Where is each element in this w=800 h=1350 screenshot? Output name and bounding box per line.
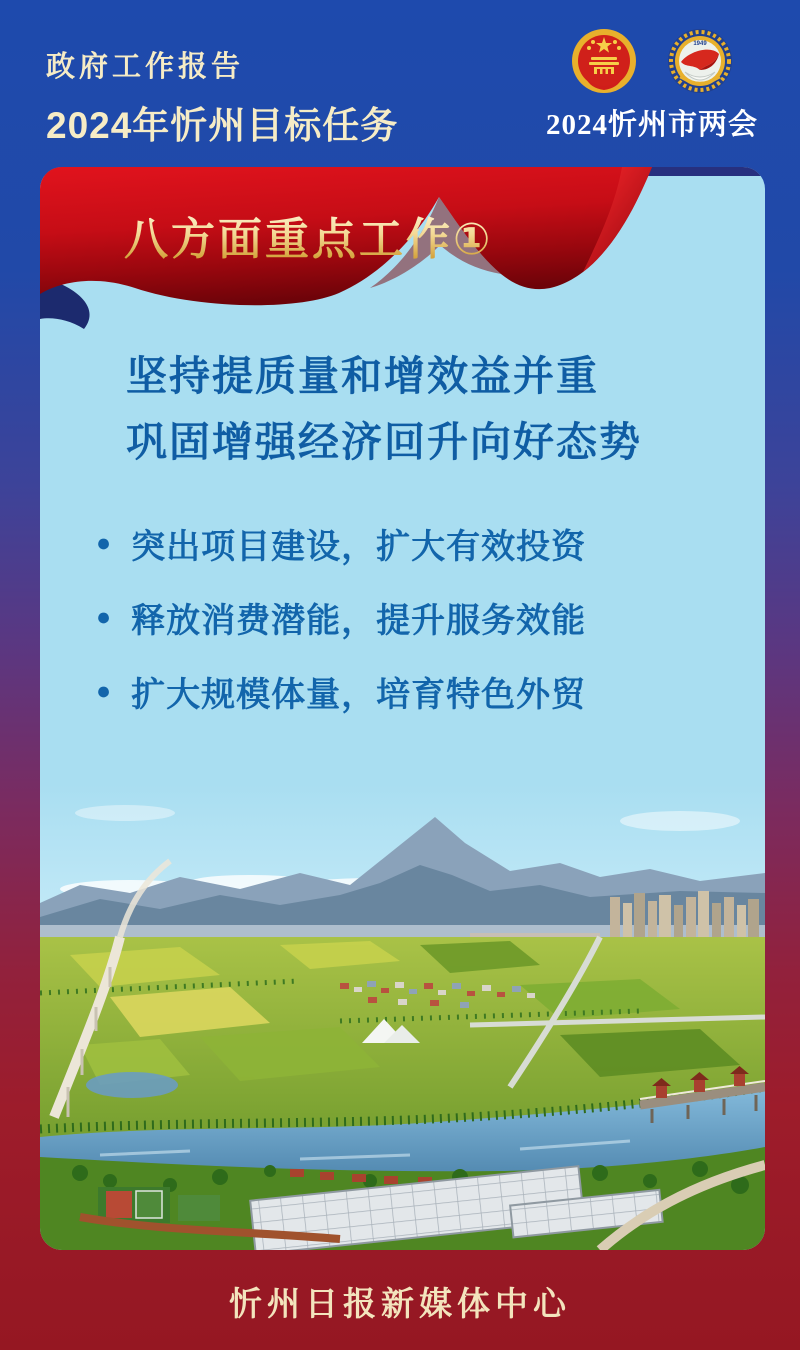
headline-line2: 巩固增强经济回升向好态势	[126, 419, 642, 465]
bullet-icon: ●	[96, 603, 112, 631]
list-item	[96, 593, 586, 642]
report-kicker: 政府工作报告	[46, 51, 245, 83]
page-title: 2024年忻州目标任务	[46, 105, 399, 146]
cppcc-emblem-icon	[667, 28, 733, 94]
list-item	[96, 667, 586, 716]
list-item-text: 扩大规模体量，培育特色外贸	[131, 676, 587, 714]
content-card	[40, 167, 765, 1250]
section-banner-title: 八方面重点工作①	[124, 203, 493, 267]
footer-credit: 忻州日报新媒体中心	[229, 1286, 571, 1323]
header-block	[46, 44, 398, 149]
key-task-list	[96, 519, 586, 716]
emblem-row	[534, 28, 770, 94]
footer	[0, 1252, 800, 1350]
headline-line1: 坚持提质量和增效益并重	[126, 353, 599, 399]
cppcc-year-label: 1949	[693, 41, 707, 47]
list-item-text: 释放消费潜能，提升服务效能	[131, 602, 587, 640]
bullet-icon: ●	[96, 677, 112, 705]
session-badge: 2024忻州市两会	[545, 109, 758, 141]
bullet-icon: ●	[96, 529, 112, 557]
list-item-text: 突出项目建设，扩大有效投资	[131, 528, 587, 566]
header-emblem-block	[534, 28, 770, 143]
headline	[126, 343, 642, 475]
national-emblem-icon	[571, 28, 637, 94]
city-aerial-photo	[40, 785, 765, 1250]
list-item	[96, 519, 586, 568]
